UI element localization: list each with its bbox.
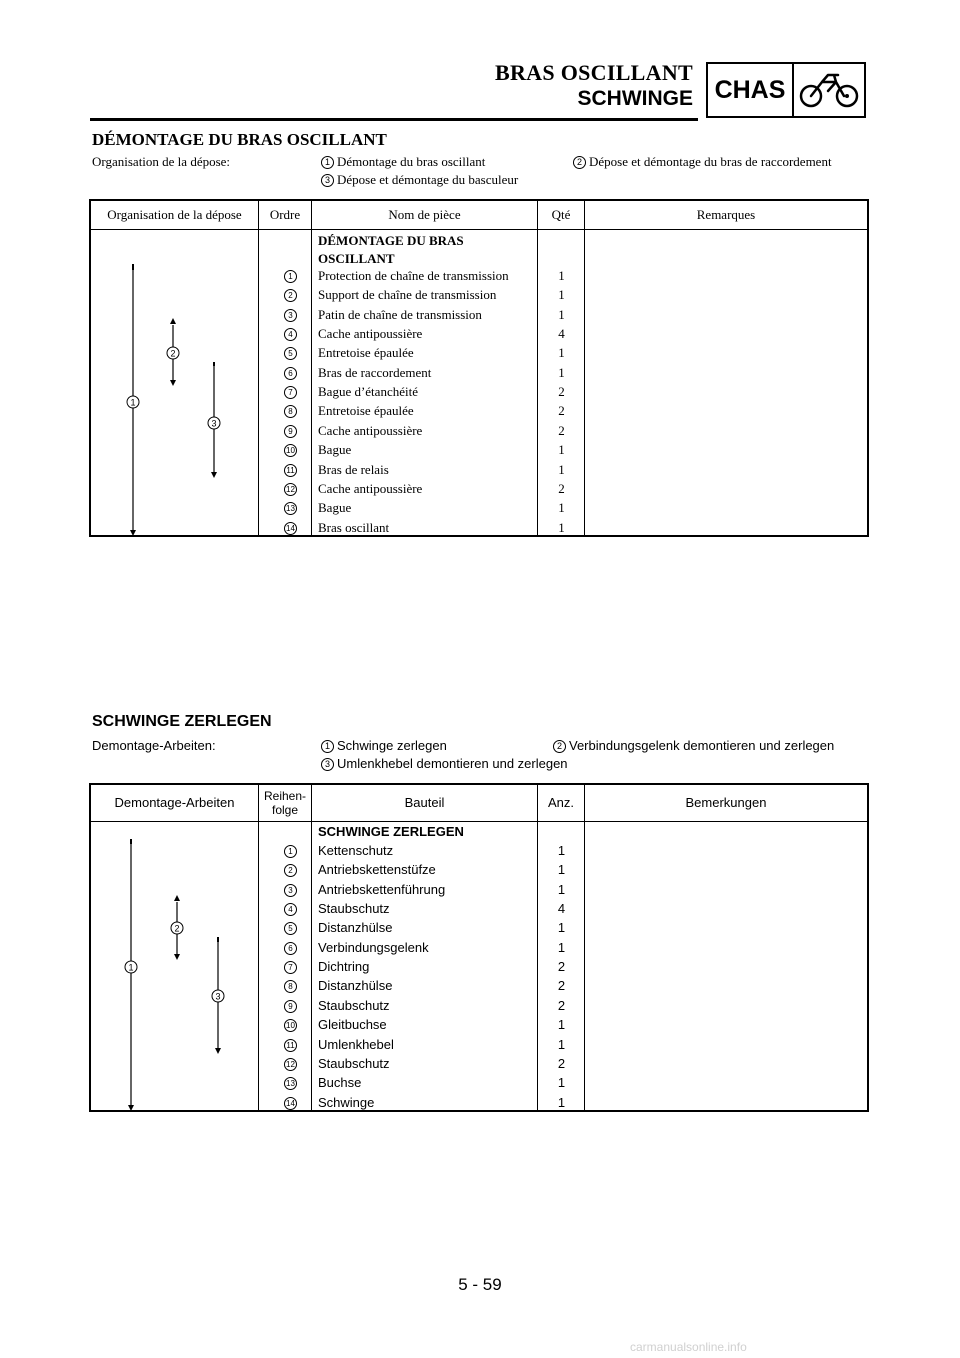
part-name: Entretoise épaulée bbox=[318, 345, 414, 361]
part-name: Bague bbox=[318, 442, 352, 458]
part-quantity: 4 bbox=[558, 326, 565, 342]
table-header bbox=[91, 785, 867, 822]
part-quantity: 1 bbox=[558, 268, 565, 283]
part-quantity: 2 bbox=[558, 403, 565, 419]
column-header: Qté bbox=[538, 201, 585, 229]
part-name: Umlenkhebel bbox=[318, 1036, 394, 1052]
table-row bbox=[91, 440, 867, 459]
table-subheading: DÉMONTAGE DU BRAS OSCILLANT bbox=[318, 233, 464, 266]
column-header: Organisation de la dépose bbox=[91, 201, 259, 229]
part-name: Cache antipoussière bbox=[318, 480, 423, 496]
part-name: Antriebskettenstüfze bbox=[318, 862, 436, 878]
order-number: 5 bbox=[284, 918, 295, 937]
number-circle: 1 bbox=[321, 156, 334, 169]
column-header: Bemerkungen bbox=[685, 795, 767, 810]
order-number: 11 bbox=[284, 1035, 295, 1054]
page-title-german: SCHWINGE bbox=[577, 87, 693, 110]
part-quantity: 2 bbox=[558, 384, 565, 400]
part-quantity: 1 bbox=[557, 920, 566, 936]
arrow-label: 3 bbox=[211, 418, 217, 429]
order-number: 3 bbox=[284, 305, 295, 324]
org-item-french-1: 1 Démontage du bras oscillant bbox=[321, 153, 485, 171]
number-circle: 2 bbox=[553, 740, 566, 753]
table-body bbox=[91, 230, 867, 536]
column-header: Remarques bbox=[696, 207, 756, 222]
motorcycle-icon bbox=[794, 64, 864, 116]
part-quantity: 1 bbox=[558, 287, 565, 303]
part-name: Verbindungsgelenk bbox=[318, 939, 429, 955]
part-name: Kettenschutz bbox=[318, 843, 394, 858]
part-name: Bague d’étanchéité bbox=[318, 384, 418, 400]
order-number: 11 bbox=[284, 460, 295, 479]
part-quantity: 1 bbox=[558, 461, 565, 477]
part-quantity: 1 bbox=[557, 1075, 566, 1091]
part-name: Staubschutz bbox=[318, 997, 390, 1013]
section-tag: CHAS bbox=[708, 64, 794, 116]
column-header: Nom de pièce bbox=[312, 201, 538, 229]
part-name: Distanzhülse bbox=[318, 920, 393, 936]
part-quantity: 1 bbox=[558, 306, 565, 322]
table-row bbox=[91, 498, 867, 517]
order-number: 9 bbox=[284, 421, 295, 440]
order-number: 4 bbox=[284, 324, 295, 343]
part-quantity: 2 bbox=[558, 480, 565, 496]
part-quantity: 1 bbox=[558, 500, 565, 516]
order-number: 3 bbox=[284, 880, 295, 899]
table-row bbox=[91, 880, 867, 899]
part-name: Patin de chaîne de transmission bbox=[318, 306, 482, 322]
part-name: Dichtring bbox=[318, 959, 370, 975]
part-name: Cache antipoussière bbox=[318, 326, 423, 342]
column-header: Ordre bbox=[259, 201, 312, 229]
number-circle: 2 bbox=[573, 156, 586, 169]
table-row bbox=[91, 363, 867, 382]
part-quantity: 2 bbox=[557, 959, 566, 975]
order-number: 12 bbox=[284, 479, 295, 498]
watermark: carmanualsonline.info bbox=[630, 1340, 747, 1354]
arrow-label: 1 bbox=[130, 397, 136, 408]
order-number: 7 bbox=[284, 957, 295, 976]
part-name: Support de chaîne de transmission bbox=[318, 287, 497, 303]
table-row bbox=[91, 305, 867, 324]
order-number: 4 bbox=[284, 899, 295, 918]
order-number: 1 bbox=[284, 841, 295, 860]
table-row bbox=[91, 1073, 867, 1092]
table-row bbox=[91, 401, 867, 420]
order-number: 8 bbox=[284, 976, 295, 995]
parts-table-german bbox=[89, 783, 869, 1112]
order-number: 2 bbox=[284, 285, 295, 304]
order-number: 13 bbox=[284, 498, 295, 517]
part-name: Bras oscillant bbox=[318, 519, 390, 535]
table-row bbox=[91, 957, 867, 976]
column-header: Demontage-Arbeiten bbox=[91, 785, 259, 821]
order-number: 6 bbox=[284, 938, 295, 957]
part-quantity: 1 bbox=[557, 1036, 566, 1052]
part-quantity: 2 bbox=[557, 1055, 566, 1071]
org-item-german-3: 3 Umlenkhebel demontieren und zerlegen bbox=[321, 755, 568, 773]
org-item-french-3: 3 Dépose et démontage du basculeur bbox=[321, 171, 518, 189]
part-quantity: 2 bbox=[558, 422, 565, 438]
page-number: 5 - 59 bbox=[458, 1275, 502, 1294]
part-name: Bras de raccordement bbox=[318, 364, 432, 380]
column-header: Bauteil bbox=[312, 785, 538, 821]
table-subheading: SCHWINGE ZERLEGEN bbox=[318, 824, 464, 839]
order-number: 7 bbox=[284, 382, 295, 401]
order-number: 9 bbox=[284, 996, 295, 1015]
part-quantity: 1 bbox=[558, 364, 565, 380]
number-circle: 3 bbox=[321, 758, 334, 771]
part-name: Distanzhülse bbox=[318, 978, 393, 994]
order-number: 1 bbox=[284, 266, 295, 285]
table-row bbox=[91, 841, 867, 860]
number-circle: 1 bbox=[321, 740, 334, 753]
column-header: Reihen- folge bbox=[259, 785, 312, 821]
part-quantity: 1 bbox=[557, 939, 566, 955]
table-row bbox=[91, 976, 867, 995]
part-quantity: 1 bbox=[557, 1094, 566, 1110]
table-row bbox=[91, 324, 867, 343]
order-number: 14 bbox=[284, 1093, 295, 1112]
part-quantity: 1 bbox=[558, 442, 565, 458]
part-name: Antriebskettenführung bbox=[318, 881, 446, 897]
order-number: 6 bbox=[284, 363, 295, 382]
part-name: Protection de chaîne de transmission bbox=[318, 268, 509, 283]
org-label-german: Demontage-Arbeiten: bbox=[92, 738, 216, 753]
order-number: 13 bbox=[284, 1073, 295, 1092]
table-row bbox=[91, 343, 867, 362]
table-row bbox=[91, 266, 867, 285]
order-number: 12 bbox=[284, 1054, 295, 1073]
table-row bbox=[91, 479, 867, 498]
page-title-french: BRAS OSCILLANT bbox=[495, 60, 693, 85]
section-heading-german: SCHWINGE ZERLEGEN bbox=[92, 713, 272, 730]
part-name: Bras de relais bbox=[318, 461, 389, 477]
arrow-label: 1 bbox=[128, 962, 134, 973]
header-rule bbox=[90, 118, 698, 121]
table-row bbox=[91, 518, 867, 537]
part-quantity: 1 bbox=[558, 519, 565, 535]
part-quantity: 1 bbox=[558, 345, 565, 361]
order-number: 5 bbox=[284, 343, 295, 362]
table-body bbox=[91, 822, 867, 1111]
part-name: Staubschutz bbox=[318, 1055, 390, 1071]
column-header: Anz. bbox=[538, 785, 585, 821]
order-number: 14 bbox=[284, 518, 295, 537]
part-name: Gleitbuchse bbox=[318, 1017, 387, 1033]
part-name: Staubschutz bbox=[318, 901, 390, 917]
part-name: Schwinge bbox=[318, 1094, 375, 1110]
part-quantity: 4 bbox=[557, 901, 566, 917]
order-number: 2 bbox=[284, 860, 295, 879]
part-quantity: 1 bbox=[557, 881, 566, 897]
part-name: Entretoise épaulée bbox=[318, 403, 414, 419]
table-header bbox=[91, 201, 867, 230]
table-row bbox=[91, 1015, 867, 1034]
arrow-label: 2 bbox=[174, 923, 180, 934]
table-row bbox=[91, 1035, 867, 1054]
part-name: Bague bbox=[318, 500, 352, 516]
table-row bbox=[91, 899, 867, 918]
section-tag-box bbox=[706, 62, 866, 118]
org-label-french: Organisation de la dépose: bbox=[92, 154, 231, 169]
part-quantity: 1 bbox=[557, 862, 566, 878]
table-row bbox=[91, 460, 867, 479]
table-row bbox=[91, 996, 867, 1015]
table-row bbox=[91, 418, 867, 440]
number-circle: 3 bbox=[321, 174, 334, 187]
org-item-german-2: 2 Verbindungsgelenk demontieren und zerlegen bbox=[553, 737, 834, 755]
order-number: 10 bbox=[284, 1015, 295, 1034]
order-number: 10 bbox=[284, 440, 295, 459]
org-item-french-2: 2 Dépose et démontage du bras de raccordement bbox=[573, 153, 832, 171]
part-name: Buchse bbox=[318, 1075, 362, 1091]
table-row bbox=[91, 382, 867, 401]
order-number: 8 bbox=[284, 401, 295, 420]
part-quantity: 1 bbox=[557, 1017, 566, 1033]
part-quantity: 2 bbox=[557, 997, 566, 1013]
part-quantity: 2 bbox=[557, 978, 566, 994]
section-heading-french: DÉMONTAGE DU BRAS OSCILLANT bbox=[92, 130, 387, 149]
table-row bbox=[91, 285, 867, 304]
table-row bbox=[91, 918, 867, 937]
arrow-label: 2 bbox=[170, 348, 176, 359]
table-row bbox=[91, 1054, 867, 1073]
table-row bbox=[91, 1093, 867, 1112]
org-item-german-1: 1 Schwinge zerlegen bbox=[321, 737, 447, 755]
table-row bbox=[91, 860, 867, 879]
parts-table-french bbox=[89, 199, 869, 537]
part-quantity: 1 bbox=[557, 843, 566, 858]
table-row bbox=[91, 938, 867, 957]
part-name: Cache antipoussière bbox=[318, 422, 423, 438]
arrow-label: 3 bbox=[215, 991, 221, 1002]
